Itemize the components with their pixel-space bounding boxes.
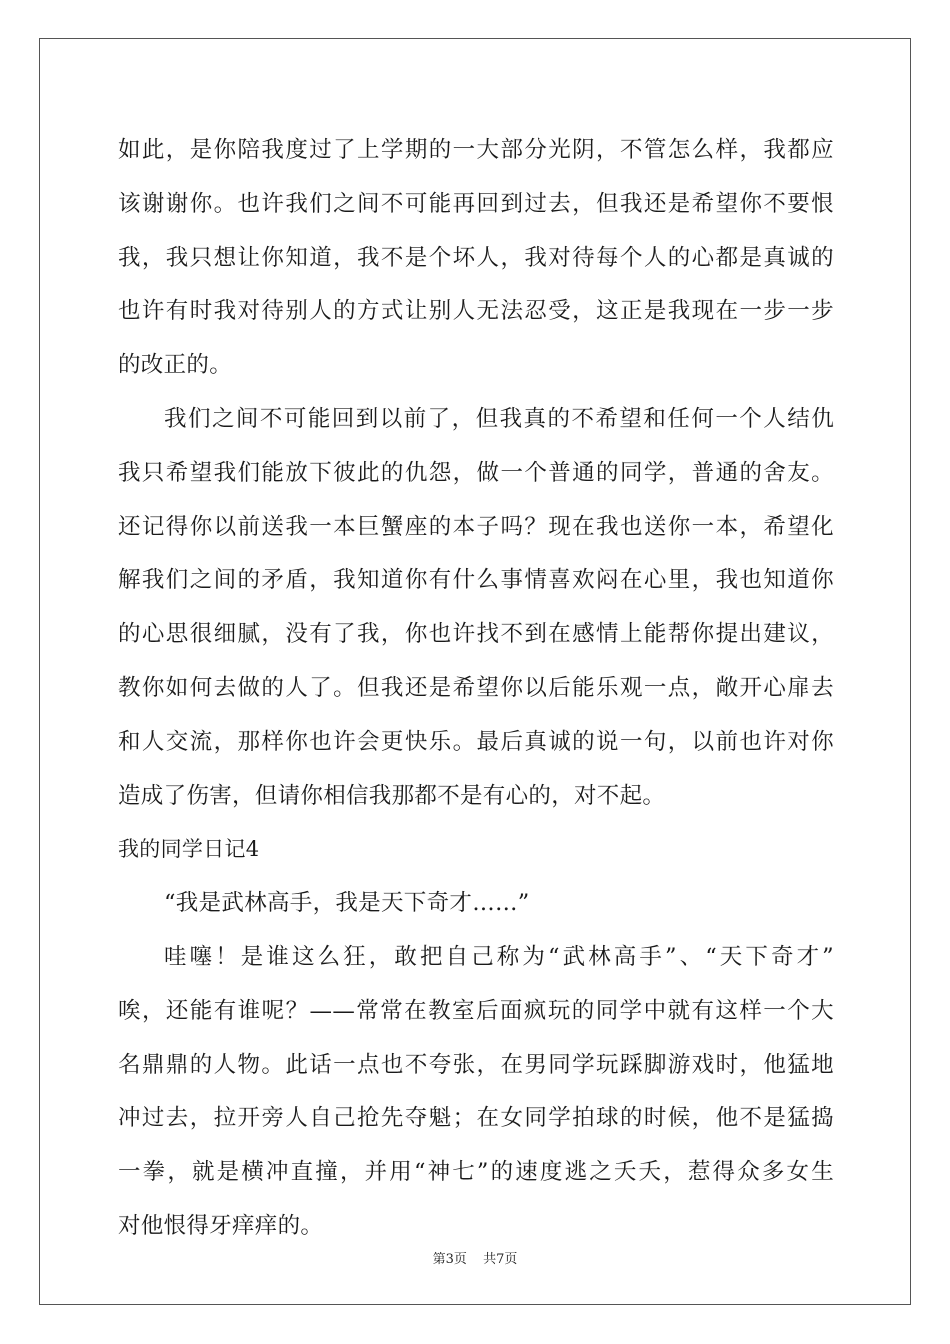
document-body	[118, 124, 834, 1254]
text-line: 唉，还能有谁呢？——常常在教室后面疯玩的同学中就有这样一个大	[118, 997, 834, 1024]
section-title: 我的同学日记4	[118, 837, 260, 862]
page-number-current: 第3页	[432, 1252, 467, 1267]
text-line: 解我们之间的矛盾，我知道你有什么事情喜欢闷在心里，我也知道你	[118, 567, 834, 594]
text-line: 我，我只想让你知道，我不是个坏人，我对待每个人的心都是真诚的	[118, 244, 834, 271]
text-line-indented: 我们之间不可能回到以前了，但我真的不希望和任何一个人结仇	[164, 405, 834, 432]
text-line: 也许有时我对待别人的方式让别人无法忍受，这正是我现在一步一步	[118, 298, 834, 325]
text-line: 对他恨得牙痒痒的。	[118, 1212, 324, 1239]
text-line-indented: 哇噻！是谁这么狂，敢把自己称为“武林高手”、“天下奇才”	[164, 943, 834, 970]
text-line-indented: “我是武林高手，我是天下奇才……”	[164, 890, 530, 917]
text-line: 我只希望我们能放下彼此的仇怨，做一个普通的同学，普通的舍友。	[118, 459, 834, 486]
page-footer	[0, 1248, 950, 1267]
text-line: 如此，是你陪我度过了上学期的一大部分光阴，不管怎么样，我都应	[118, 137, 834, 163]
text-line: 造成了伤害，但请你相信我那都不是有心的，对不起。	[118, 782, 666, 809]
text-line: 一拳，就是横冲直撞，并用“神七”的速度逃之夭夭，惹得众多女生	[118, 1159, 834, 1186]
text-line: 冲过去，拉开旁人自己抢先夺魁；在女同学拍球的时候，他不是猛捣	[118, 1105, 834, 1132]
text-line: 的改正的。	[118, 352, 233, 379]
text-line: 和人交流，那样你也许会更快乐。最后真诚的说一句，以前也许对你	[118, 728, 834, 755]
page-number-total: 共7页	[483, 1252, 518, 1267]
text-line: 的心思很细腻，没有了我，你也许找不到在感情上能帮你提出建议，	[118, 621, 834, 648]
text-line: 该谢谢你。也许我们之间不可能再回到过去，但我还是希望你不要恨	[118, 190, 834, 217]
text-line: 名鼎鼎的人物。此话一点也不夸张，在男同学玩踩脚游戏时，他猛地	[118, 1051, 834, 1078]
text-line: 教你如何去做的人了。但我还是希望你以后能乐观一点，敞开心扉去	[118, 674, 834, 701]
text-line: 还记得你以前送我一本巨蟹座的本子吗？现在我也送你一本，希望化	[118, 513, 834, 540]
